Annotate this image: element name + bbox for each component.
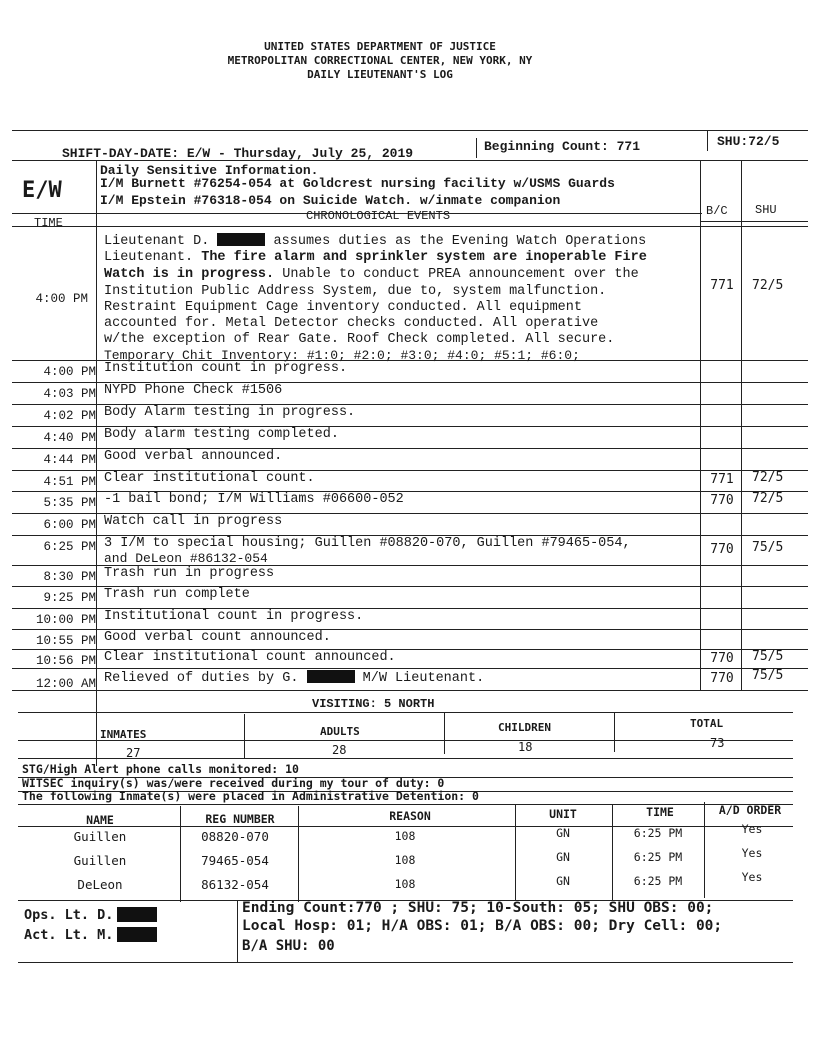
entry-time: 4:40 PM <box>43 431 96 445</box>
rule <box>18 712 793 713</box>
ad-time: 6:25 PM <box>633 874 683 888</box>
visiting-total: 73 <box>710 736 725 750</box>
ad-header-unit: UNIT <box>549 807 577 821</box>
redaction <box>307 670 355 683</box>
bc-value: 771 <box>710 472 734 487</box>
shift-code: E/W <box>22 178 62 203</box>
entry-text: and DeLeon #86132-054 <box>104 551 268 566</box>
ad-reg-number: 79465-054 <box>201 853 269 868</box>
entry-text: Trash run complete <box>104 587 250 602</box>
ad-order: Yes <box>741 870 763 884</box>
ops-lieutenant: Ops. Lt. D. <box>24 907 157 923</box>
entry-time: 6:25 PM <box>43 540 96 554</box>
entry-text: Good verbal announced. <box>104 449 283 464</box>
shu-value: 75/5 <box>752 668 784 683</box>
sensitive-title: Daily Sensitive Information. <box>100 163 319 178</box>
entry-line: Lieutenant. The fire alarm and sprinkler system are inoperable Fire <box>104 250 647 265</box>
divider <box>476 138 477 158</box>
divider <box>700 160 701 227</box>
bc-value: 770 <box>710 651 734 666</box>
visiting-inmates: 27 <box>126 746 141 760</box>
bc-value: 770 <box>710 542 734 557</box>
beginning-count: Beginning Count: 771 <box>484 139 641 154</box>
ad-name: DeLeon <box>77 877 123 892</box>
sensitive-line: I/M Epstein #76318-054 on Suicide Watch. w/inmate companion <box>100 193 561 208</box>
ad-order: Yes <box>741 846 763 860</box>
bottom-rule <box>18 962 793 963</box>
entry-line: Lieutenant D. assumes duties as the Evening Watch Operations <box>104 234 647 249</box>
visiting-children: 18 <box>518 740 533 754</box>
shu-column-header: SHU <box>755 203 777 217</box>
entry-time: 4:51 PM <box>43 475 96 489</box>
rule <box>12 668 808 669</box>
entry-text: Watch call in progress <box>104 514 283 529</box>
ad-order: Yes <box>741 822 763 836</box>
ad-unit: GN <box>556 874 570 888</box>
ending-count-line: B/A SHU: 00 <box>242 938 335 954</box>
redaction <box>217 233 265 246</box>
entry-line: Watch is in progress. Unable to conduct PREA announcement over the <box>104 267 639 282</box>
divider <box>741 160 742 227</box>
ad-header-order: A/D ORDER <box>718 803 782 817</box>
ad-reg-number: 86132-054 <box>201 877 269 892</box>
entry-time: 8:30 PM <box>43 570 96 584</box>
divider <box>96 160 97 210</box>
ad-header-time: TIME <box>646 805 674 819</box>
acting-lieutenant: Act. Lt. M. <box>24 927 157 943</box>
divider <box>515 804 516 900</box>
ad-header-reason: REASON <box>389 809 431 823</box>
rule <box>12 160 808 161</box>
shu-value: 72/5 <box>752 278 784 293</box>
sensitive-line: I/M Burnett #76254-054 at Goldcrest nursing facility w/USMS Guards <box>100 176 615 191</box>
visiting-header: INMATES <box>100 728 147 741</box>
witsec-note: WITSEC inquiry(s) was/were received during my tour of duty: 0 <box>22 776 445 790</box>
shu-value: 75/5 <box>752 649 784 664</box>
divider <box>612 804 613 900</box>
entry-time: 4:00 PM <box>35 292 88 306</box>
entry-time: 4:44 PM <box>43 453 96 467</box>
rule <box>700 221 808 222</box>
entry-text: Clear institutional count announced. <box>104 650 396 665</box>
ad-reason: 108 <box>394 829 416 843</box>
top-rule <box>12 130 808 131</box>
divider <box>298 806 299 902</box>
divider <box>704 802 705 898</box>
entry-text: Institution count in progress. <box>104 361 348 376</box>
entry-text: Body alarm testing completed. <box>104 427 339 442</box>
time-column-divider <box>96 226 97 766</box>
rule <box>12 226 808 227</box>
ad-unit: GN <box>556 850 570 864</box>
entry-time: 4:02 PM <box>43 409 96 423</box>
entry-time: 4:00 PM <box>43 365 96 379</box>
entry-time: 10:55 PM <box>35 634 96 648</box>
visiting-header: TOTAL <box>690 717 724 730</box>
entry-time: 12:00 AM <box>35 677 96 691</box>
entry-text: Good verbal count announced. <box>104 630 331 645</box>
ending-count-line: Local Hosp: 01; H/A OBS: 01; B/A OBS: 00; Dry Cell: 00; <box>242 918 723 934</box>
ad-reason: 108 <box>394 853 416 867</box>
ad-name: Guillen <box>73 853 127 868</box>
bc-column-header: B/C <box>706 204 728 218</box>
entry-time: 10:00 PM <box>35 613 96 627</box>
shu-value: 75/5 <box>752 540 784 555</box>
bc-value: 770 <box>710 493 734 508</box>
time-column-header: TIME <box>34 216 63 230</box>
ad-reg-number: 08820-070 <box>201 829 269 844</box>
ad-header-reg: REG NUMBER <box>205 812 275 826</box>
shu-count: SHU:72/5 <box>717 134 780 149</box>
adseg-note: The following Inmate(s) were placed in Administrative Detention: 0 <box>22 789 479 803</box>
entry-text: -1 bail bond; I/M Williams #06600-052 <box>104 492 404 507</box>
shu-value: 72/5 <box>752 491 784 506</box>
visiting-title: VISITING: 5 NORTH <box>312 697 435 711</box>
bc-column-divider <box>700 221 701 691</box>
shu-column-divider <box>741 221 742 691</box>
shift-day-date: SHIFT-DAY-DATE: E/W - Thursday, July 25, 2019 <box>62 146 414 161</box>
ad-name: Guillen <box>73 829 127 844</box>
ad-time: 6:25 PM <box>633 850 683 864</box>
shu-value: 72/5 <box>752 470 784 485</box>
entry-text: Body Alarm testing in progress. <box>104 405 356 420</box>
visiting-header: CHILDREN <box>498 721 551 734</box>
visiting-header: ADULTS <box>320 725 360 738</box>
rule <box>12 690 808 691</box>
stg-note: STG/High Alert phone calls monitored: 10 <box>22 762 299 776</box>
divider <box>244 714 245 759</box>
visiting-adults: 28 <box>332 743 347 757</box>
redaction <box>117 907 157 922</box>
ad-time: 6:25 PM <box>633 826 683 840</box>
entry-line: w/the exception of Rear Gate. Roof Check completed. All secure. <box>104 332 615 347</box>
ad-reason: 108 <box>394 877 416 891</box>
bc-value: 770 <box>710 671 734 686</box>
events-column-header: CHRONOLOGICAL EVENTS <box>306 209 451 223</box>
divider <box>444 712 445 754</box>
entry-time: 5:35 PM <box>43 496 96 510</box>
entry-text: NYPD Phone Check #1506 <box>104 383 283 398</box>
entry-line: Temporary Chit Inventory: #1:0; #2:0; #3:0; #4:0; #5:1; #6:0; <box>104 348 580 363</box>
entry-time: 6:00 PM <box>43 518 96 532</box>
facility-name: METROPOLITAN CORRECTIONAL CENTER, NEW YORK, NY <box>227 54 533 67</box>
document-header <box>0 40 760 82</box>
entry-text: Trash run in progress <box>104 566 275 581</box>
entry-time: 4:03 PM <box>43 387 96 401</box>
entry-text: Clear institutional count. <box>104 471 315 486</box>
divider <box>614 712 615 752</box>
entry-time: 9:25 PM <box>43 591 96 605</box>
ending-count-line: Ending Count:770 ; SHU: 75; 10-South: 05; SHU OBS: 00; <box>242 900 714 916</box>
log-title: DAILY LIEUTENANT'S LOG <box>307 68 453 81</box>
entry-line: accounted for. Metal Detector checks conducted. All operative <box>104 316 599 331</box>
bc-value: 771 <box>710 278 734 293</box>
ad-header-name: NAME <box>86 813 114 827</box>
ad-unit: GN <box>556 826 570 840</box>
entry-line: Relieved of duties by G. M/W Lieutenant. <box>104 671 485 686</box>
divider <box>180 806 181 902</box>
redaction <box>117 927 157 942</box>
rule <box>18 758 793 759</box>
entry-line: Restraint Equipment Cage inventory conducted. All equipment <box>104 300 582 315</box>
rule <box>18 740 793 741</box>
divider <box>707 131 708 151</box>
entry-time: 10:56 PM <box>35 654 96 668</box>
agency-name: UNITED STATES DEPARTMENT OF JUSTICE <box>264 40 496 53</box>
divider <box>237 900 238 962</box>
entry-text: Institutional count in progress. <box>104 609 364 624</box>
entry-line: Institution Public Address System, due to, system malfunction. <box>104 284 607 299</box>
entry-text: 3 I/M to special housing; Guillen #08820-070, Guillen #79465-054, <box>104 536 631 551</box>
